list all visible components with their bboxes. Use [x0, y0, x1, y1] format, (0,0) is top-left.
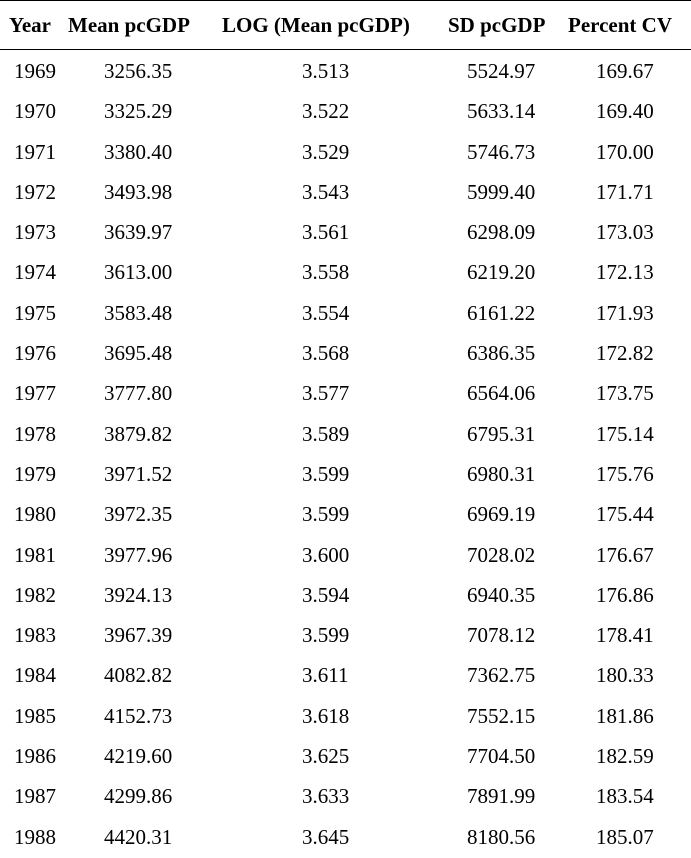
- cell-percent-cv: 172.13: [596, 260, 654, 285]
- cell-mean-pcgdp: 3924.13: [104, 582, 173, 607]
- cell-sd-pcgdp: 6298.09: [467, 220, 536, 245]
- table-row: [0, 614, 691, 654]
- cell-percent-cv: 171.93: [596, 300, 654, 325]
- table-header-row: [0, 0, 691, 49]
- cell-year: 1987: [14, 784, 56, 809]
- cell-year: 1973: [14, 220, 56, 245]
- cell-sd-pcgdp: 6219.20: [467, 260, 536, 285]
- table-row: [0, 50, 691, 90]
- table-row: [0, 735, 691, 775]
- cell-year: 1977: [14, 381, 56, 406]
- cell-sd-pcgdp: 6795.31: [467, 421, 536, 446]
- cell-year: 1985: [14, 703, 56, 728]
- cell-mean-pcgdp: 3380.40: [104, 139, 173, 164]
- cell-sd-pcgdp: 6980.31: [467, 461, 536, 486]
- cell-sd-pcgdp: 5524.97: [467, 59, 536, 83]
- cell-mean-pcgdp: 4219.60: [104, 744, 173, 769]
- cell-percent-cv: 173.75: [596, 381, 654, 406]
- table-row: [0, 131, 691, 171]
- cell-mean-pcgdp: 4152.73: [104, 703, 173, 728]
- cell-sd-pcgdp: 6161.22: [467, 300, 536, 325]
- cell-log-mean-pcgdp: 3.558: [302, 260, 350, 285]
- table-row: [0, 372, 691, 412]
- table-row: [0, 775, 691, 815]
- cell-log-mean-pcgdp: 3.529: [302, 139, 350, 164]
- cell-year: 1978: [14, 421, 56, 446]
- header-percent-cv: Percent CV: [568, 13, 672, 37]
- cell-mean-pcgdp: 3879.82: [104, 421, 173, 446]
- cell-year: 1982: [14, 582, 56, 607]
- table-row: [0, 413, 691, 453]
- cell-sd-pcgdp: 7028.02: [467, 542, 536, 567]
- table-row: [0, 493, 691, 533]
- table-row: [0, 534, 691, 574]
- cell-percent-cv: 181.86: [596, 703, 654, 728]
- cell-log-mean-pcgdp: 3.577: [302, 381, 350, 406]
- cell-mean-pcgdp: 3639.97: [104, 220, 173, 245]
- cell-log-mean-pcgdp: 3.600: [302, 542, 350, 567]
- cell-sd-pcgdp: 5746.73: [467, 139, 536, 164]
- table-row: [0, 211, 691, 251]
- cell-mean-pcgdp: 3256.35: [104, 59, 173, 83]
- cell-log-mean-pcgdp: 3.568: [302, 341, 350, 366]
- cell-year: 1984: [14, 663, 56, 688]
- table-row: [0, 574, 691, 614]
- cell-log-mean-pcgdp: 3.599: [302, 502, 350, 527]
- cell-percent-cv: 172.82: [596, 341, 654, 366]
- cell-log-mean-pcgdp: 3.522: [302, 99, 350, 124]
- cell-year: 1980: [14, 502, 56, 527]
- cell-percent-cv: 175.14: [596, 421, 654, 446]
- header-log-mean-pcgdp: LOG (Mean pcGDP): [222, 13, 410, 37]
- cell-year: 1971: [14, 139, 56, 164]
- cell-mean-pcgdp: 4082.82: [104, 663, 173, 688]
- header-mean-pcgdp: Mean pcGDP: [68, 13, 190, 37]
- cell-sd-pcgdp: 7362.75: [467, 663, 536, 688]
- cell-mean-pcgdp: 3977.96: [104, 542, 173, 567]
- cell-sd-pcgdp: 6564.06: [467, 381, 536, 406]
- cell-log-mean-pcgdp: 3.599: [302, 461, 350, 486]
- table-row: [0, 332, 691, 372]
- cell-percent-cv: 182.59: [596, 744, 654, 769]
- table-row: [0, 816, 691, 856]
- cell-year: 1970: [14, 99, 56, 124]
- table-row: [0, 251, 691, 291]
- table-row: [0, 292, 691, 332]
- cell-percent-cv: 183.54: [596, 784, 654, 809]
- cell-log-mean-pcgdp: 3.645: [302, 824, 350, 849]
- cell-log-mean-pcgdp: 3.594: [302, 582, 350, 607]
- cell-percent-cv: 176.67: [596, 542, 654, 567]
- cell-sd-pcgdp: 7078.12: [467, 623, 536, 648]
- cell-percent-cv: 185.07: [596, 824, 654, 849]
- cell-year: 1972: [14, 179, 56, 204]
- table-row: [0, 453, 691, 493]
- cell-percent-cv: 170.00: [596, 139, 654, 164]
- cell-percent-cv: 171.71: [596, 179, 654, 204]
- cell-sd-pcgdp: 7552.15: [467, 703, 536, 728]
- header-sd-pcgdp: SD pcGDP: [448, 13, 546, 37]
- header-year: Year: [9, 13, 51, 37]
- table-row: [0, 171, 691, 211]
- cell-sd-pcgdp: 6940.35: [467, 582, 536, 607]
- cell-percent-cv: 169.40: [596, 99, 654, 124]
- cell-sd-pcgdp: 5999.40: [467, 179, 536, 204]
- cell-mean-pcgdp: 3972.35: [104, 502, 173, 527]
- cell-log-mean-pcgdp: 3.633: [302, 784, 350, 809]
- cell-sd-pcgdp: 6969.19: [467, 502, 536, 527]
- cell-year: 1983: [14, 623, 56, 648]
- cell-percent-cv: 176.86: [596, 582, 654, 607]
- cell-log-mean-pcgdp: 3.561: [302, 220, 350, 245]
- cell-mean-pcgdp: 3777.80: [104, 381, 173, 406]
- table-row: [0, 695, 691, 735]
- cell-sd-pcgdp: 5633.14: [467, 99, 536, 124]
- table-row: [0, 90, 691, 130]
- cell-year: 1981: [14, 542, 56, 567]
- cell-mean-pcgdp: 3493.98: [104, 179, 173, 204]
- cell-year: 1988: [14, 824, 56, 849]
- cell-log-mean-pcgdp: 3.554: [302, 300, 350, 325]
- cell-percent-cv: 169.67: [596, 59, 654, 83]
- cell-mean-pcgdp: 4420.31: [104, 824, 173, 849]
- cell-log-mean-pcgdp: 3.618: [302, 703, 350, 728]
- cell-sd-pcgdp: 7891.99: [467, 784, 536, 809]
- cell-mean-pcgdp: 3971.52: [104, 461, 173, 486]
- cell-percent-cv: 175.44: [596, 502, 654, 527]
- cell-sd-pcgdp: 8180.56: [467, 824, 536, 849]
- cell-percent-cv: 178.41: [596, 623, 654, 648]
- cell-log-mean-pcgdp: 3.599: [302, 623, 350, 648]
- cell-log-mean-pcgdp: 3.513: [302, 59, 350, 83]
- cell-log-mean-pcgdp: 3.589: [302, 421, 350, 446]
- cell-year: 1976: [14, 341, 56, 366]
- cell-mean-pcgdp: 3583.48: [104, 300, 173, 325]
- cell-log-mean-pcgdp: 3.611: [302, 663, 349, 688]
- cell-year: 1986: [14, 744, 56, 769]
- cell-year: 1975: [14, 300, 56, 325]
- cell-mean-pcgdp: 3695.48: [104, 341, 173, 366]
- cell-year: 1974: [14, 260, 56, 285]
- cell-mean-pcgdp: 3967.39: [104, 623, 173, 648]
- cell-percent-cv: 173.03: [596, 220, 654, 245]
- cell-sd-pcgdp: 7704.50: [467, 744, 536, 769]
- cell-mean-pcgdp: 3325.29: [104, 99, 173, 124]
- cell-log-mean-pcgdp: 3.543: [302, 179, 350, 204]
- cell-percent-cv: 175.76: [596, 461, 654, 486]
- table-body: [0, 50, 691, 856]
- table-row: [0, 654, 691, 694]
- cell-log-mean-pcgdp: 3.625: [302, 744, 350, 769]
- cell-sd-pcgdp: 6386.35: [467, 341, 536, 366]
- cell-percent-cv: 180.33: [596, 663, 654, 688]
- cell-year: 1969: [14, 59, 56, 83]
- cell-mean-pcgdp: 4299.86: [104, 784, 173, 809]
- cell-year: 1979: [14, 461, 56, 486]
- cell-mean-pcgdp: 3613.00: [104, 260, 173, 285]
